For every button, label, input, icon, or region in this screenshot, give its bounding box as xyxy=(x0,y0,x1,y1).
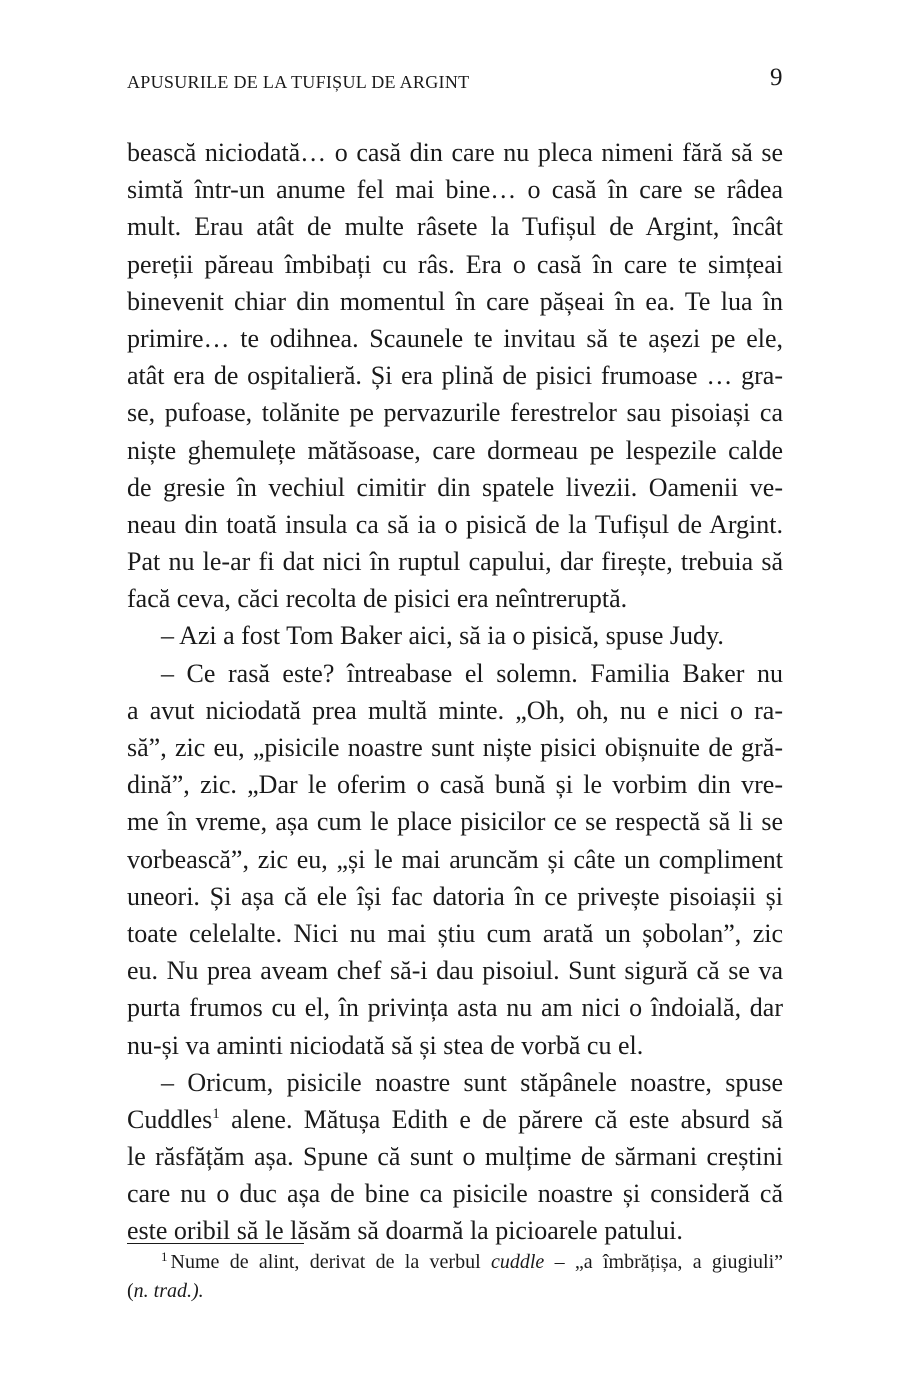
text-line: facă ceva, căci recolta de pisici era neîntreruptă. xyxy=(127,584,628,614)
text-line: binevenit chiar din momentul în care pășeai în ea. Te lua în xyxy=(127,286,783,316)
footnote-text-after: – „a îmbrățișa, a giugiuli” xyxy=(554,1251,784,1273)
text-line: primire… te odihnea. Scaunele te invitau să te așezi pe ele, xyxy=(127,323,783,353)
text-line: vorbească”, zic eu, „și le mai aruncăm și câte un compliment xyxy=(127,844,783,874)
text-line: simtă într-un anume fel mai bine… o casă în care se râdea xyxy=(127,175,783,205)
text-line: – Ce rasă este? întreabase el solemn. Familia Baker nu xyxy=(161,658,783,688)
text-line-with-footnote-ref xyxy=(127,1101,783,1138)
footnote-note-open: ( xyxy=(127,1280,134,1302)
text-line: mult. Erau atât de multe râsete la Tufișul de Argint, încât xyxy=(127,212,783,242)
text-line: să”, zic eu, „pisicile noastre sunt niște pisici obișnuite de gră- xyxy=(127,733,783,762)
text-line: de gresie în vechiul cimitir din spatele livezii. Oamenii ve- xyxy=(127,472,783,502)
footnote-italic-word: cuddle xyxy=(490,1251,545,1273)
text-line: uneori. Și așa că ele își fac datoria în ce privește pisoiașii și xyxy=(127,881,783,911)
footnote-note-close: ). xyxy=(192,1280,204,1302)
text-line: dină”, zic. „Dar le oferim o casă bună și le vorbim din vre- xyxy=(127,770,783,800)
text-line: bească niciodată… o casă din care nu pleca nimeni fără să se xyxy=(127,138,783,167)
text-line: este oribil să le lăsăm să doarmă la picioarele patului. xyxy=(127,1216,683,1246)
text-line: care nu o duc așa de bine ca pisicile noastre și consideră că xyxy=(127,1179,783,1209)
text-line: se, pufoase, tolănite pe pervazurile ferestrelor sau pisoiași ca xyxy=(127,398,783,428)
text-line: nu-și va aminti niciodată să și stea de vorbă cu el. xyxy=(127,1030,644,1060)
page-number: 9 xyxy=(770,64,783,91)
text-line: Pat nu le-ar fi dat nici în ruptul capului, dar firește, trebuia să xyxy=(127,547,783,577)
text-line: me în vreme, așa cum le place pisicilor ce se respectă să li se xyxy=(127,807,783,837)
text-line: atât era de ospitalieră. Și era plină de pisici frumoase … gra- xyxy=(127,361,783,391)
text-line: eu. Nu prea aveam chef să-i dau pisoiul. Sunt sigură că se va xyxy=(127,956,783,986)
text-line: pereții păreau îmbibați cu râs. Era o casă în care te simțeai xyxy=(127,249,783,279)
running-head-title: APUSURILE DE LA TUFIȘUL DE ARGINT xyxy=(127,72,470,92)
footnote-reference[interactable]: 1 xyxy=(212,1105,220,1122)
text-line: – Oricum, pisicile noastre sunt stăpânele noastre, spuse xyxy=(161,1067,783,1097)
footnote-marker: 1 xyxy=(161,1249,168,1264)
footnote-line xyxy=(127,1248,783,1277)
cuddles-word: Cuddles xyxy=(127,1104,213,1134)
text-line: – Azi a fost Tom Baker aici, să ia o pisică, spuse Judy. xyxy=(161,621,724,651)
text-line: purta frumos cu el, în privința asta nu am nici o îndoială, dar xyxy=(127,993,783,1023)
text-line: a avut niciodată prea multă minte. „Oh, oh, nu e nici o ra- xyxy=(127,695,783,725)
text-line-rest: alene. Mătușa Edith e de părere că este absurd să xyxy=(231,1104,783,1134)
footnote xyxy=(127,1248,783,1306)
footnote-translator-note: n. trad. xyxy=(133,1280,193,1302)
footnote-divider xyxy=(127,1243,304,1244)
text-line: le răsfățăm așa. Spune că sunt o mulțime de sărmani creștini xyxy=(127,1142,783,1172)
footnote-text-before: Nume de alint, derivat de la verbul xyxy=(170,1251,481,1273)
body-text xyxy=(127,134,783,1250)
text-line: toate celelalte. Nici nu mai știu cum arată un șobolan”, zic xyxy=(127,918,783,948)
text-line: neau din toată insula ca să ia o pisică de la Tufișul de Argint. xyxy=(127,509,783,539)
text-line: niște ghemulețe mătăsoase, care dormeau pe lespezile calde xyxy=(127,435,783,465)
footnote-line xyxy=(127,1277,783,1306)
